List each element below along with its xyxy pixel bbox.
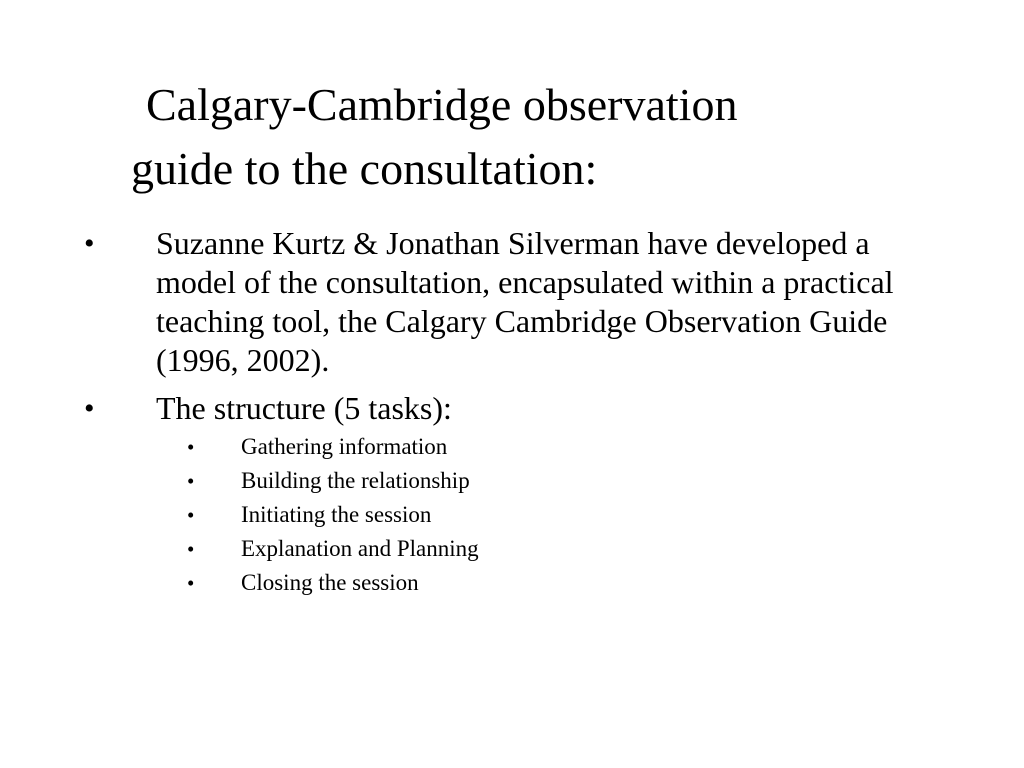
slide-title-line-1: Calgary-Cambridge observation (146, 79, 738, 130)
bullet-icon: • (84, 227, 95, 260)
task-item (156, 532, 946, 566)
task-item (156, 566, 946, 600)
task-item (156, 498, 946, 532)
task-item-label: Building the relationship (241, 468, 470, 493)
task-item (156, 464, 946, 498)
slide-title-line-2: guide to the consultation: (131, 143, 598, 194)
bullet-icon: • (187, 435, 195, 459)
task-item-label: Gathering information (241, 434, 448, 459)
bullet-list (0, 224, 1024, 609)
bullet-icon: • (84, 392, 95, 425)
bullet-icon: • (187, 537, 195, 561)
bullet-icon: • (187, 469, 195, 493)
task-item (156, 430, 946, 464)
task-list (156, 430, 946, 600)
task-item-label: Initiating the session (241, 502, 432, 527)
bullet-item-structure (0, 389, 946, 600)
bullet-icon: • (187, 503, 195, 527)
bullet-icon: • (187, 571, 195, 595)
bullet-text: Suzanne Kurtz & Jonathan Silverman have developed a model of the consultation, encapsulated within a practical teaching tool, the Calgary Cambridge Observation Guide (1996, 2002). (156, 225, 894, 378)
slide-title (120, 73, 920, 201)
task-item-label: Closing the session (241, 570, 419, 595)
bullet-item-authors (0, 224, 946, 380)
bullet-text: The structure (5 tasks): (156, 390, 452, 426)
task-item-label: Explanation and Planning (241, 536, 479, 561)
